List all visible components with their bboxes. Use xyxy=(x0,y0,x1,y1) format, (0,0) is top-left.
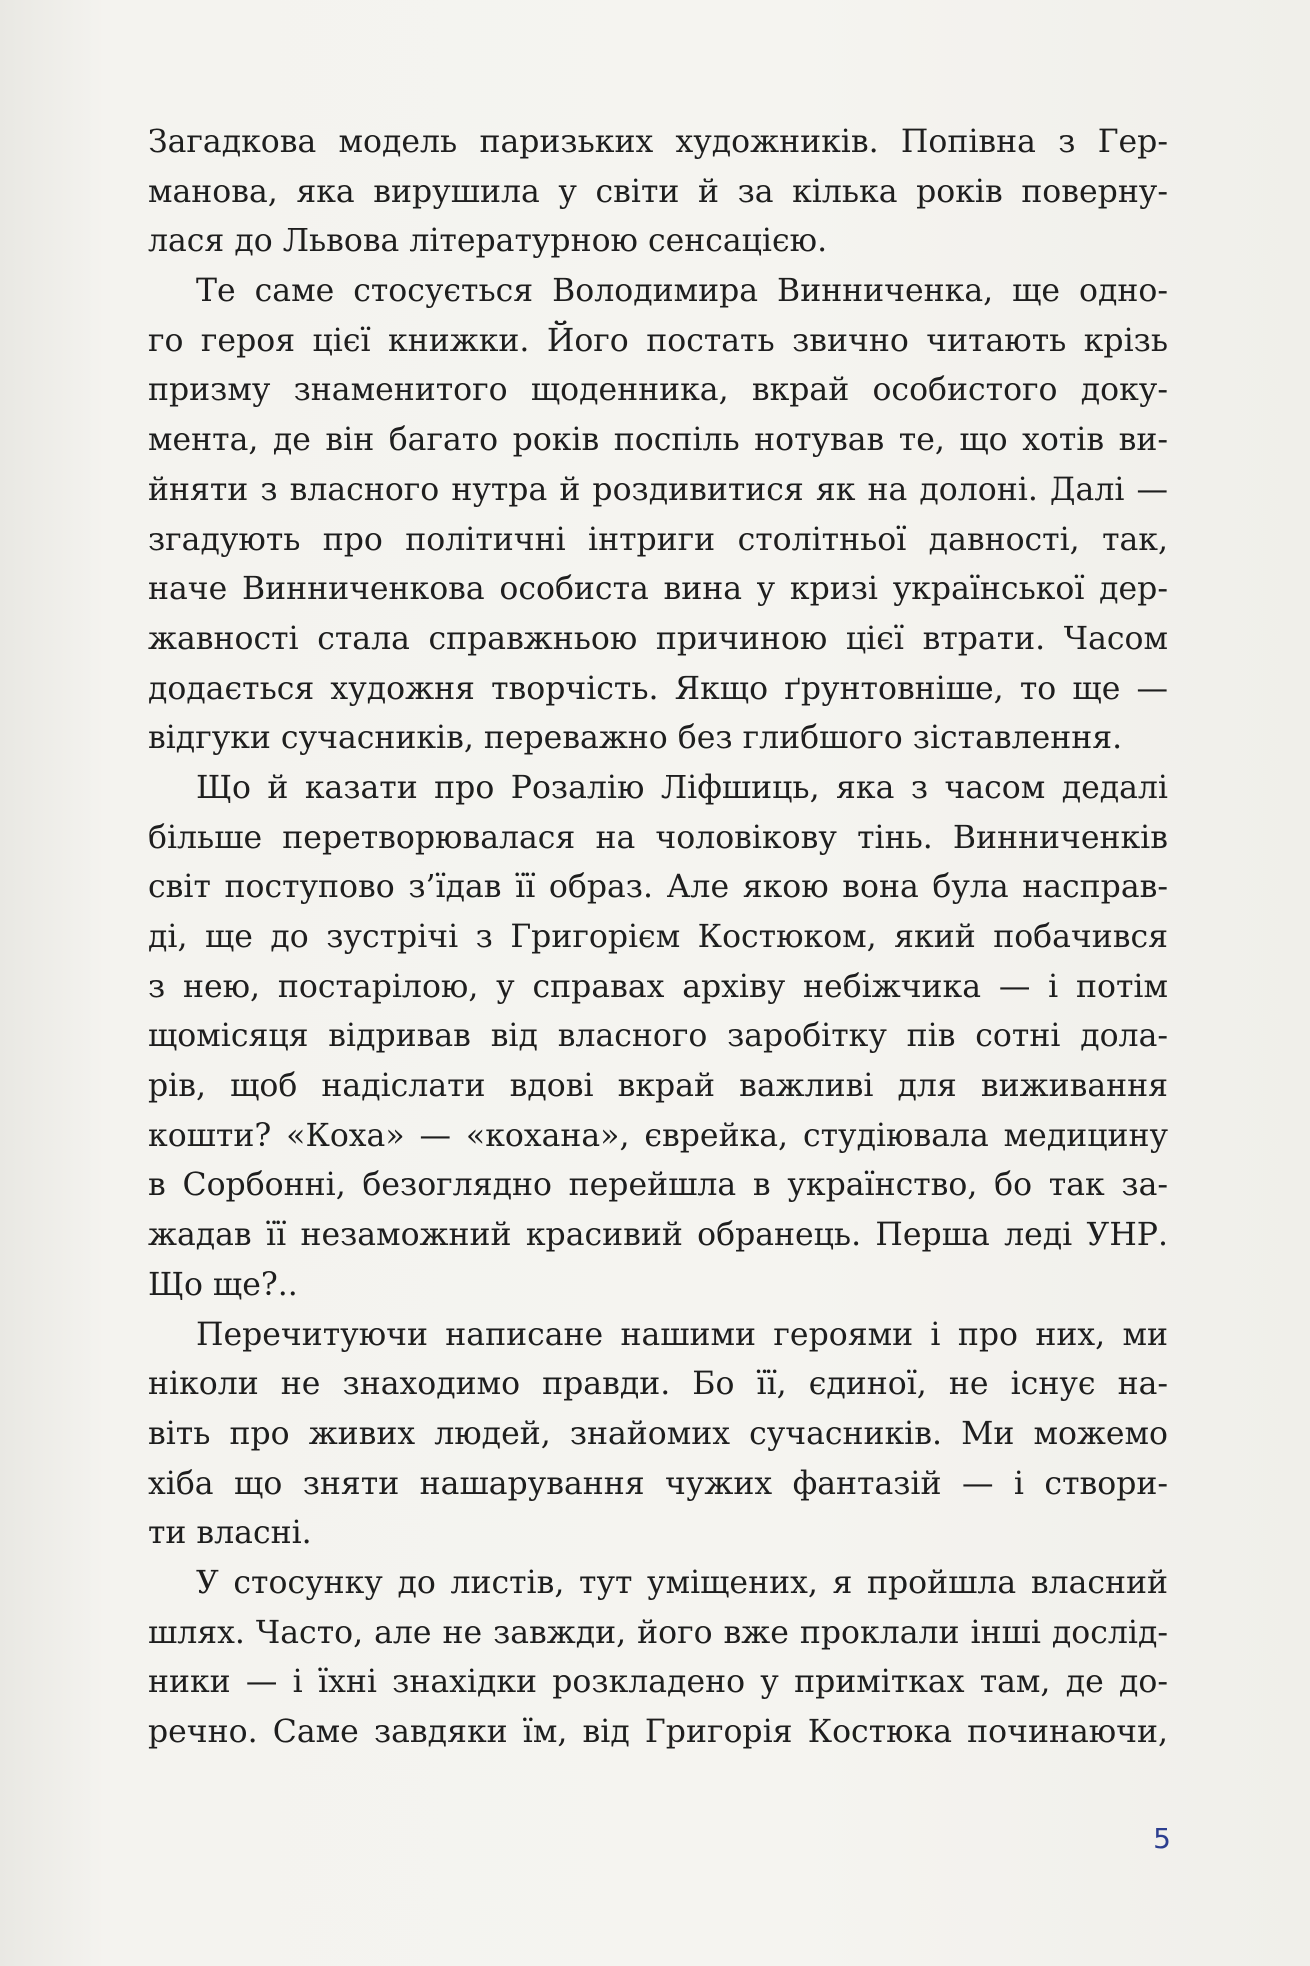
text-line: відгуки сучасників, переважно без глибшого зіставлення. xyxy=(148,720,1123,757)
text-line: ники — і їхні знахідки розкладено у примітках там, де до- xyxy=(148,1664,1168,1701)
text-line: шлях. Часто, але не завжди, його вже проклали інші дослід- xyxy=(148,1614,1168,1651)
page-number: 5 xyxy=(1153,1822,1171,1855)
text-line: Загадкова модель паризьких художників. Попівна з Гер- xyxy=(148,124,1168,160)
text-line: манова, яка вирушила у світи й за кілька років поверну- xyxy=(148,173,1168,210)
text-line: наче Винниченкова особиста вина у кризі української дер- xyxy=(148,571,1168,608)
text-line: мента, де він багато років поспіль нотував те, що хотів ви- xyxy=(148,422,1168,459)
text-line: ді, ще до зустрічі з Григорієм Костюком, який побачився xyxy=(148,919,1168,955)
text-line: кошти? «Коха» — «кохана», єврейка, студіювала медицину xyxy=(148,1117,1168,1154)
text-line: ніколи не знаходимо правди. Бо її, єдиної, не існує на- xyxy=(148,1366,1168,1403)
text-line: призму знаменитого щоденника, вкрай особистого доку- xyxy=(148,372,1168,409)
text-line: з нею, постарілою, у справах архіву небіжчика — і потім xyxy=(148,968,1168,1005)
text-line: світ поступово з’їдав її образ. Але якою вона була насправ- xyxy=(148,869,1168,906)
text-line: йняти з власного нутра й роздивитися як на долоні. Далі — xyxy=(148,471,1168,508)
text-line: речно. Саме завдяки їм, від Григорія Костюка починаючи, xyxy=(148,1714,1168,1750)
text-line: хіба що зняти нашарування чужих фантазій — і створи- xyxy=(148,1465,1168,1502)
text-line: в Сорбонні, безоглядно перейшла в українство, бо так за- xyxy=(148,1167,1168,1204)
text-line: віть про живих людей, знайомих сучасників. Ми можемо xyxy=(148,1415,1168,1452)
body-text xyxy=(148,118,1168,1758)
text-line: рів, щоб надіслати вдові вкрай важливі для виживання xyxy=(148,1068,1168,1105)
paragraph-first-line: Перечитуючи написане нашими героями і про них, ми xyxy=(196,1316,1168,1353)
text-line: щомісяця відривав від власного заробітку пів сотні дола- xyxy=(148,1018,1168,1055)
text-line: жадав її незаможний красивий обранець. Перша леді УНР. xyxy=(148,1217,1168,1254)
text-line: го героя цієї книжки. Його постать звично читають крізь xyxy=(148,322,1168,359)
paragraph-first-line: Те саме стосується Володимира Винниченка, ще одно- xyxy=(196,273,1168,310)
text-line: жавності стала справжньою причиною цієї втрати. Часом xyxy=(148,620,1168,657)
paragraph-first-line: У стосунку до листів, тут уміщених, я пройшла власний xyxy=(196,1564,1168,1601)
text-line: лася до Львова літературною сенсацією. xyxy=(148,223,828,260)
text-line: Що ще?.. xyxy=(148,1266,298,1303)
text-line: ти власні. xyxy=(148,1515,312,1552)
text-line: додається художня творчість. Якщо ґрунтовніше, то ще — xyxy=(148,670,1168,707)
paragraph-first-line: Що й казати про Розалію Ліфшиць, яка з часом дедалі xyxy=(196,769,1168,806)
text-line: згадують про політичні інтриги столітньої давності, так, xyxy=(148,521,1168,558)
text-line: більше перетворювалася на чоловікову тінь. Винниченків xyxy=(148,819,1168,856)
